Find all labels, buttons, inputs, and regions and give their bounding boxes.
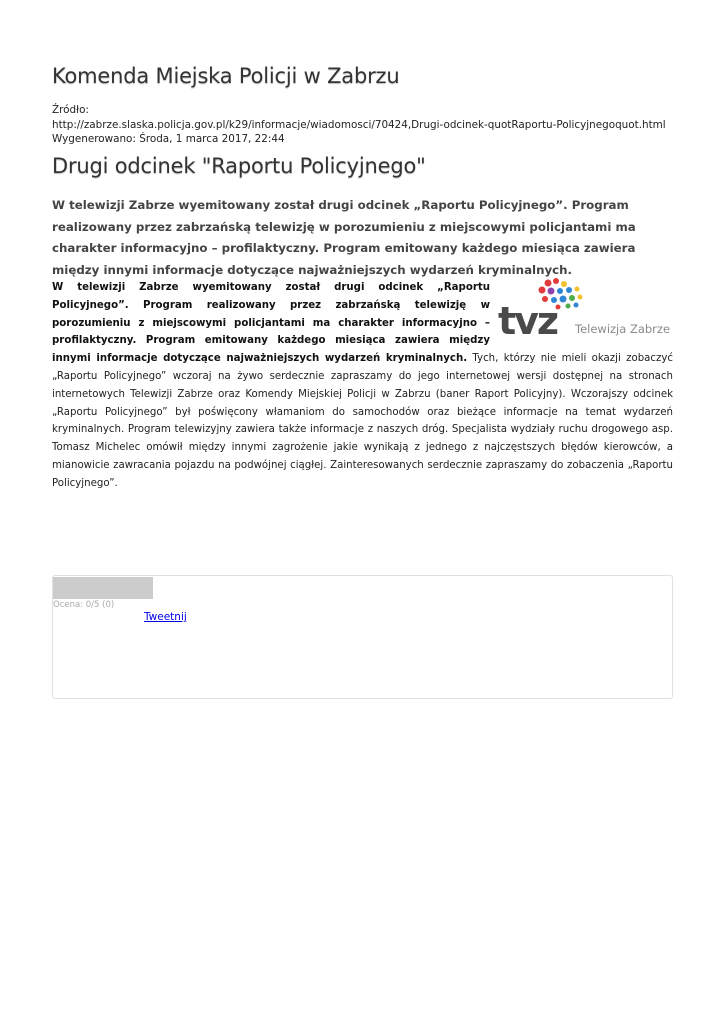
logo-dot [561,281,567,287]
logo-dot [557,288,563,294]
logo-dot [553,278,559,284]
rating-label: Ocena: 0/5 (0) [53,600,115,610]
logo-dot [548,288,555,295]
article-body [52,279,673,493]
logo-dot [545,280,552,287]
logo-dot [574,303,579,308]
logo-dot [569,295,575,301]
rating-stars[interactable] [53,577,153,599]
logo-dot [560,296,567,303]
site-title: Komenda Miejska Policji w Zabrzu [52,64,400,88]
logo-dot [575,287,580,292]
tvz-logo-graphic [498,277,678,339]
article-text-bold: W telewizji Zabrze wyemitowany został drugi odcinek „Raportu Policyjnego”. Program realizowany przez zabrzańską telewizję w porozumieniu z miejscowymi policjantami ma charakter informacyjno – profilaktyczny. Program emitowany każdego miesiąca zawiera między innymi informacje dotyczące najważniejszych wydarzeń kryminalnych. [52,282,490,365]
source-url: http://zabrze.slaska.policja.gov.pl/k29/informacje/wiadomosci/70424,Drugi-odcinek-quotRaportu-Policyjnegoquot.html [52,118,666,131]
source-meta [52,103,692,147]
logo-caption: Telewizja Zabrze [575,322,671,336]
logo-dot [578,295,583,300]
logo-mark: tvz [498,299,558,339]
logo-dot [566,304,571,309]
logo-dot [539,287,546,294]
article-title: Drugi odcinek "Raportu Policyjnego" [52,154,426,178]
tvz-logo [498,277,678,339]
article-text-rest: Tych, którzy nie mieli okazji zobaczyć „Raportu Policyjnego” wczoraj na żywo serdecznie zapraszamy do jego internetowej wersji dostępnej na stronach internetowych Telewizji Zabrze oraz Komendy Miejskiej Policji w Zabrzu (baner Raport Policyjny). Wczorajszy odcinek „Raportu Policyjnego” był poświęcony włamaniom do samochodów oraz bieżące informacje na temat wydarzeń kryminalnych. Program telewizyjny zawiera także informacje z naszych dróg. Specjalista wydziały ruchu drogowego asp. Tomasz Michelec omówił między innymi zagrożenie jakie wynikają z jednego z najczęstszych błędów kierowców, a mianowicie zawracania pojazdu na podwójnej ciągłej. Zainteresowanych serdecznie zapraszamy do zobaczenia „Raportu Policyjnego”. [52,353,673,489]
source-label: Źródło: [52,104,89,116]
tweet-link[interactable]: Tweetnij [144,611,187,623]
article-lead: W telewizji Zabrze wyemitowany został drugi odcinek „Raportu Policyjnego”. Program realizowany przez zabrzańską telewizję w porozumieniu z miejscowymi policjantami ma charakter informacyjno – profilaktyczny. Program emitowany każdego miesiąca zawiera między innymi informacje dotyczące najważniejszych wydarzeń kryminalnych. [52,198,636,277]
generated-date: Wygenerowano: Środa, 1 marca 2017, 22:44 [52,133,285,145]
logo-dot [566,287,572,293]
rating-panel [52,575,673,699]
